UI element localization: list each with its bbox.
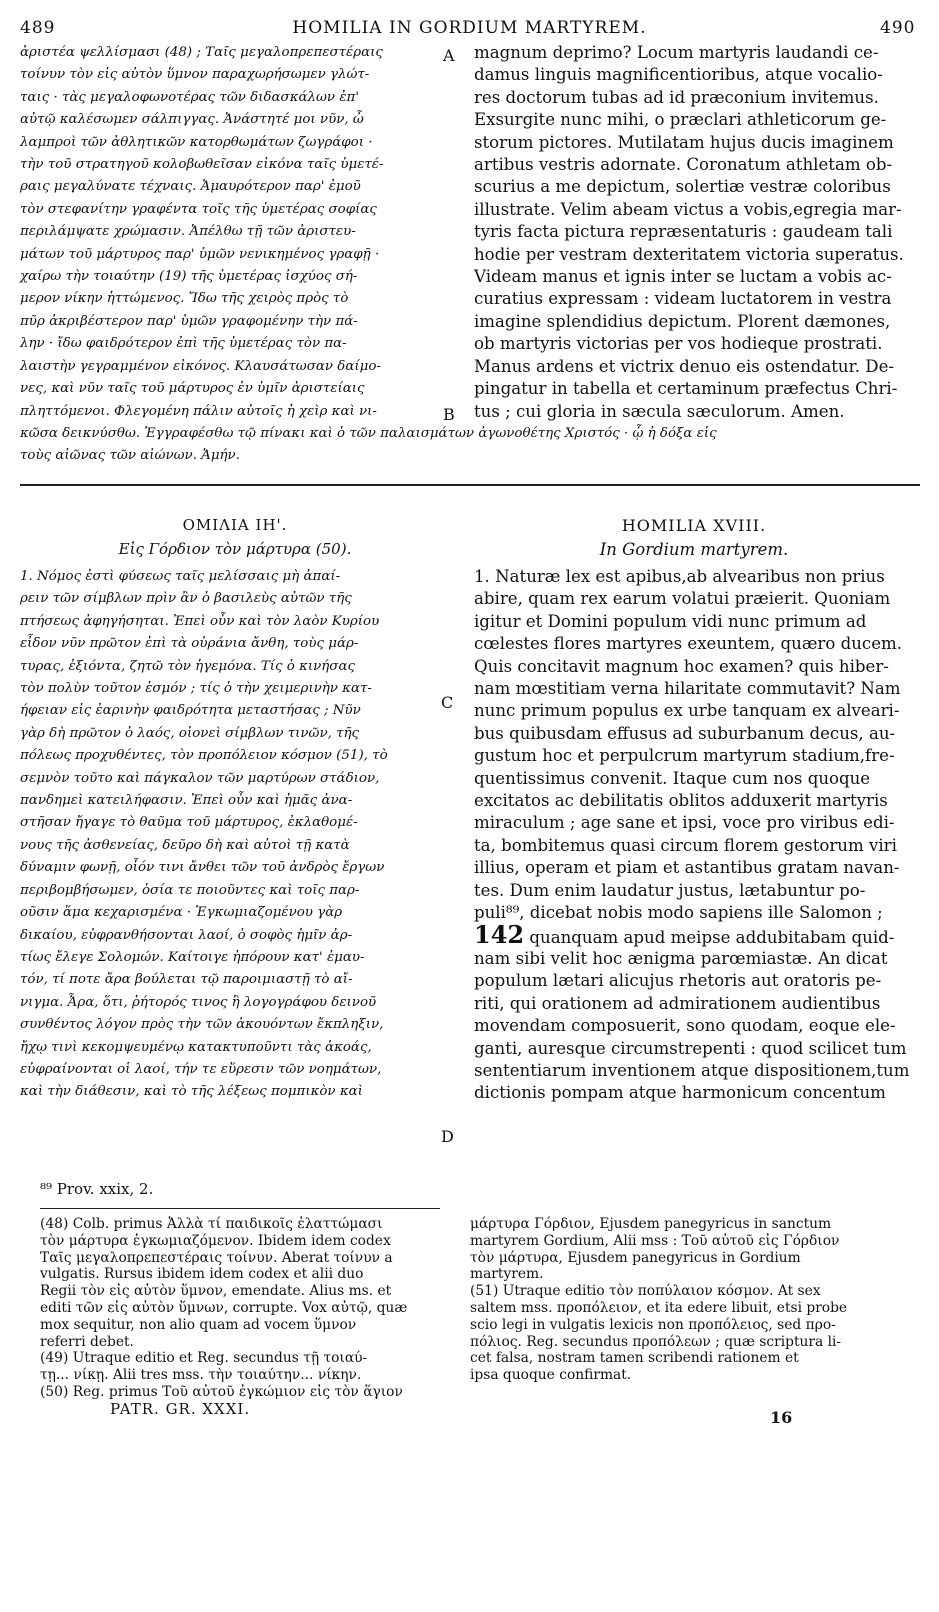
- latin-line: tus ; cui gloria in sæcula sæculorum. Amen.: [474, 401, 845, 421]
- latin-line: 1. Naturæ lex est apibus,ab alvearibus non prius: [474, 567, 885, 586]
- footnote-line: Regii τὸν εἰς αὐτὸν ὕμνον, emendate. Alius ms. et: [40, 1283, 392, 1300]
- footnote-line: martyrem.: [470, 1266, 544, 1283]
- greek-line: αὐτῷ καλέσωμεν σάλπιγγας. Ἀνάστητέ μοι νῦν, ὦ: [20, 112, 364, 128]
- greek-homily-title: ΟΜΙΛΙΑ ΙΗ'.: [182, 516, 288, 534]
- page-number-right: 490: [880, 18, 916, 38]
- greek-line: πτήσεως ἀφηγήσηται. Ἐπεὶ οὖν καὶ τὸν λαὸν Κυρίου: [20, 613, 380, 629]
- latin-line: sententiarum inventionem atque dispositionem,tum: [474, 1061, 910, 1081]
- footer-signature: 16: [770, 1408, 793, 1427]
- footnote-line: saltem mss. προπόλειον, et ita edere libuit, etsi probe: [470, 1299, 848, 1316]
- greek-homily-subtitle: Εἰς Γόρδιον τὸν μάρτυρα (50).: [118, 540, 352, 558]
- latin-line: res doctorum tubas ad id præconium invitemus.: [474, 87, 879, 107]
- top-latin-column: [474, 42, 924, 423]
- footnote-line: referri debet.: [40, 1333, 134, 1350]
- greek-line: μάτων τοῦ μάρτυρος παρ' ὑμῶν νενικημένος γραφῇ ·: [20, 246, 380, 262]
- latin-line: Quis concitavit magnum hoc examen? quis hiber-: [474, 656, 889, 676]
- latin-line: cœlestes flores martyres exeuntem, quæro ducem.: [474, 634, 903, 654]
- footnote-line: μάρτυρα Γόρδιον, Ejusdem panegyricus in sanctum: [470, 1216, 832, 1232]
- greek-line: τίως ἔλεγε Σολομών. Καίτοιγε ἠπόρουν κατ' ἐμαυ-: [20, 949, 365, 965]
- greek-line: πληττόμενοι. Φλεγομένη πάλιν αὐτοῖς ἡ χεὶρ καὶ νι-: [20, 403, 377, 419]
- latin-line: magnum deprimo? Locum martyris laudandi ce-: [474, 43, 879, 62]
- greek-line: εἶδον νῦν πρῶτον ἐπὶ τὰ οὐράνια ἄνθη, τοὺς μάρ-: [20, 636, 359, 652]
- latin-line: abire, quam rex earum volatui præierit. Quoniam: [474, 589, 891, 609]
- footnote-line: mox sequitur, non alio quam ad vocem ὕμνον: [40, 1316, 357, 1333]
- greek-line: 1. Νόμος ἐστὶ φύσεως ταῖς μελίσσαις μὴ ἀπαί-: [20, 569, 341, 584]
- latin-homily-subtitle: In Gordium martyrem.: [599, 540, 789, 559]
- latin-line: populum lætari alicujus rhetoris aut oratoris pe-: [474, 971, 882, 991]
- latin-line: illius, operam et piam et astantibus gratam navan-: [474, 858, 900, 878]
- footnote-line: scio legi in vulgatis lexicis non προπόλειος, sed προ-: [470, 1316, 836, 1333]
- greek-line: νους τῆς ἀσθενείας, δεῦρο δὴ καὶ αὐτοὶ τῇ κατὰ: [20, 837, 350, 853]
- latin-line: Manus ardens et victrix denuo eis ostendatur. De-: [474, 356, 895, 376]
- margin-letter-d: D: [441, 1127, 454, 1146]
- greek-line: πανδημεὶ κατειλήφασιν. Ἐπεὶ οὖν καὶ ἡμᾶς ἀνα-: [20, 793, 353, 809]
- greek-line: νες, καὶ νῦν ταῖς τοῦ μάρτυρος ἐν ὑμῖν ἀριστείαις: [20, 381, 365, 397]
- greek-line: τόν, τί ποτε ἄρα βούλεται τῷ παροιμιαστῇ τὸ αἴ-: [20, 972, 353, 988]
- latin-line: illustrate. Velim abeam victus a vobis,egregia mar-: [474, 199, 902, 219]
- greek-line: στῆσαν ἤγαγε τὸ θαῦμα τοῦ μάρτυρος, ἐκλαθομέ-: [20, 815, 358, 831]
- latin-line: igitur et Domini populum vidi nunc primum ad: [474, 611, 867, 631]
- greek-line: πόλεως προχυθέντες, τὸν προπόλειον κόσμον (51), τὸ: [20, 748, 388, 764]
- greek-line: γὰρ δὴ πρῶτον ὁ λαός, οἱονεὶ σίμβλων τινῶν, τῆς: [20, 725, 360, 741]
- greek-line: εὐφραίνονται οἱ λαοί, τήν τε εὕρεσιν τῶν νοημάτων,: [20, 1061, 382, 1077]
- footnotes-right: [470, 1216, 920, 1384]
- footnote-line: vulgatis. Rursus ibidem idem codex et alii duo: [40, 1266, 364, 1283]
- latin-line: damus linguis magnificentioribus, atque vocalio-: [474, 65, 883, 85]
- greek-line: τὸν πολὺν τοῦτον ἑσμόν ; τίς ὁ τὴν χειμερινὴν κατ-: [20, 681, 372, 697]
- greek-line: χαίρω τὴν τοιαύτην (19) τῆς ὑμετέρας ἰσχύος σή-: [20, 269, 358, 285]
- footnote-line: πόλιος. Reg. secundus προπόλεων ; quæ scriptura li-: [470, 1333, 842, 1350]
- margin-letter-a: A: [443, 46, 455, 65]
- latin-line: gustum hoc et perpulcrum martyrum stadium,fre-: [474, 746, 895, 766]
- greek-line: ἤχῳ τινὶ κεκομψευμένῳ κατακτυποῦντι τὰς ἀκοάς,: [20, 1039, 372, 1055]
- latin-line: bus quibusdam effusus ad suburbanum decus, au-: [474, 723, 896, 743]
- latin-line: artibus vestris adornate. Coronatum athletam ob-: [474, 155, 893, 175]
- greek-line: λην · ἴδω φαιδρότερον ἐπὶ τῆς ὑμετέρας τὸν πα-: [20, 336, 347, 352]
- greek-line: περιβομβήσωμεν, ὁσία τε ποιοῦντες καὶ τοῖς παρ-: [20, 882, 360, 898]
- greek-line: κῶσα δεικνύσθω. Ἐγγραφέσθω τῷ πίνακι καὶ ὁ τῶν παλαισμάτων ἀγωνοθέτης Χριστός · ᾧ ἡ δόξα εἰς: [20, 426, 717, 441]
- latin-line: nam sibi velit hoc ænigma parœmiastæ. An dicat: [474, 949, 888, 968]
- latin-line: riti, qui orationem ad admirationem audientibus: [474, 993, 881, 1013]
- footnote-line: cet falsa, nostram tamen scribendi rationem et: [470, 1350, 799, 1367]
- greek-line: δύναμιν φωνῇ, οἷόν τινι ἄνθει τῶν τοῦ ἀνδρὸς ἔργων: [20, 860, 385, 876]
- latin-line: storum pictores. Mutilatam hujus ducis imaginem: [474, 132, 894, 152]
- latin-line: puli⁸⁹, dicebat nobis modo sapiens ille Salomon ;: [474, 903, 883, 923]
- latin-line: nunc primum populus ex urbe tanquam ex alveari-: [474, 701, 900, 721]
- greek-line: τοίνυν τὸν εἰς αὐτὸν ὕμνον παραχωρήσωμεν γλώτ-: [20, 67, 370, 83]
- greek-line: τυρας, ἐξιόντα, ζητῶ τὸν ἡγεμόνα. Τίς ὁ κινήσας: [20, 658, 355, 674]
- greek-line: λαμπροὶ τῶν ἀθλητικῶν κατορθωμάτων ζωγράφοι ·: [20, 134, 373, 150]
- latin-line: ganti, auresque circumstrepenti : quod scilicet tum: [474, 1038, 907, 1058]
- greek-line: ἀριστέα ψελλίσμασι (48) ; Ταῖς μεγαλοπρεπεστέραις: [20, 45, 383, 60]
- footnote-line: (49) Utraque editio et Reg. secundus τῇ τοιαύ-: [40, 1350, 368, 1367]
- footnotes-left: [40, 1216, 460, 1401]
- section-divider: [20, 484, 920, 486]
- latin-line: dictionis pompam atque harmonicum concentum: [474, 1083, 886, 1103]
- latin-line: pingatur in tabella et certaminum præfectus Chri-: [474, 379, 898, 399]
- latin-line: excitatos ac debilitatis oblitos adduxerit martyris: [474, 791, 888, 811]
- latin-line: tyris facta pictura repræsentaturis : gaudeam tali: [474, 222, 893, 242]
- column-number: 142: [474, 920, 525, 949]
- margin-letter-b: B: [443, 405, 455, 424]
- greek-line: λαιστὴν γεγραμμένον εἰκόνος. Κλαυσάτωσαν δαίμο-: [20, 358, 381, 374]
- greek-line: δικαίου, εὐφρανθήσονται λαοί, ὁ σοφὸς ἡμῖν ἀρ-: [20, 927, 353, 943]
- footnote-line: (51) Utraque editio τὸν ποπύλαιον κόσμον. At sex: [470, 1283, 821, 1300]
- page-number-left: 489: [20, 18, 56, 38]
- greek-line: ταις · τὰς μεγαλοφωνοτέρας τῶν διδασκάλων ἐπ': [20, 89, 359, 105]
- footnote-line: (50) Reg. primus Τοῦ αὐτοῦ ἐγκώμιον εἰς τὸν ἅγιον: [40, 1383, 403, 1400]
- latin-line: nam mœstitiam verna hilaritate commutavit? Nam: [474, 679, 901, 699]
- greek-line: ραις μεγαλύνατε τέχναις. Ἀμαυρότερον παρ' ἐμοῦ: [20, 179, 361, 195]
- latin-homily-text: [474, 566, 924, 925]
- latin-homily-title: HOMILIA XVIII.: [621, 516, 767, 535]
- greek-homily-text: [20, 566, 450, 1104]
- latin-line: ta, bombitemus quasi circum florem gestorum viri: [474, 835, 897, 855]
- footer-volume: PATR. GR. XXXI.: [110, 1400, 251, 1418]
- latin-line: miraculum ; age sane et ipsi, voce pro viribus edi-: [474, 813, 895, 833]
- footnote-line: τὸν μάρτυρα, Ejusdem panegyricus in Gordium: [470, 1249, 801, 1266]
- greek-line: καὶ τὴν διάθεσιν, καὶ τὸ τῆς λέξεως πομπικὸν καὶ: [20, 1084, 363, 1100]
- greek-line: οῦσιν ἅμα κεχαρισμένα · Ἐγκωμιαζομένου γὰρ: [20, 905, 343, 921]
- footnote-line: τῃ... νίκῃ. Alii tres mss. τὴν τοιαύτην... νίκην.: [40, 1367, 362, 1384]
- greek-line: τὸν στεφανίτην γραφέντα τοῖς τῆς ὑμετέρας σοφίας: [20, 201, 377, 217]
- greek-line: συνθέντος λόγον πρὸς τὴν τῶν ἀκουόντων ἔκπληξιν,: [20, 1017, 384, 1033]
- footnote-line: (48) Colb. primus Ἀλλὰ τί παιδικοῖς ἐλαττώμασι: [40, 1216, 383, 1232]
- greek-line: ήφειαν εἰς ἐαρινὴν φαιδρότητα μεταστήσας ; Νῦν: [20, 703, 361, 719]
- latin-line: ob martyris victorias per vos hodieque prostrati.: [474, 334, 883, 354]
- top-greek-column: [20, 42, 450, 423]
- footnote-line: martyrem Gordium, Alii mss : Τοῦ αὐτοῦ εἰς Γόρδιον: [470, 1232, 840, 1249]
- latin-line: quentissimus convenit. Itaque cum nos quoque: [474, 768, 871, 788]
- latin-line: tes. Dum enim laudatur justus, lætabuntur po-: [474, 880, 866, 900]
- footnote-line: ipsa quoque confirmat.: [470, 1367, 632, 1384]
- greek-line: περιλάμψατε χρώμασιν. Ἀπέλθω τῇ τῶν ἀριστευ-: [20, 224, 356, 240]
- latin-line: movendam composuerit, sono quodam, eoque ele-: [474, 1016, 896, 1036]
- latin-line: Videam manus et ignis inter se luctam a vobis ac-: [474, 267, 892, 287]
- greek-line: νιγμα. Ἆρα, ὅτι, ῥήτορός τινος ἢ λογογράφου δεινοῦ: [20, 994, 377, 1010]
- greek-line: πῦρ ἀκριβέστερον παρ' ὑμῶν γραφομένην τὴν πά-: [20, 313, 358, 329]
- footnote-line: editi τῶν εἰς αὐτὸν ὕμνων, corrupte. Vox αὐτῷ, quæ: [40, 1299, 408, 1316]
- latin-homily-text-continued: [474, 948, 924, 1105]
- greek-line: μερον νίκην ἡττώμενος. Ἴδω τῆς χειρὸς πρὸς τὸ: [20, 291, 349, 307]
- scripture-note: ⁸⁹ Prov. xxix, 2.: [40, 1180, 154, 1198]
- running-title: HOMILIA IN GORDIUM MARTYREM.: [292, 18, 647, 38]
- latin-line: hodie per vestram dexteritatem victoria superatus.: [474, 244, 904, 264]
- latin-line: quanquam apud meipse addubitabam quid-: [529, 928, 895, 947]
- latin-line: Exsurgite nunc mihi, o præclari athleticorum ge-: [474, 110, 887, 130]
- greek-line: σεμνὸν τοῦτο καὶ πάγκαλον τῶν μαρτύρων στάδιον,: [20, 770, 380, 786]
- latin-line: curatius expressam : videam luctatorem in vestra: [474, 289, 892, 309]
- margin-letter-c: C: [441, 693, 454, 712]
- greek-line: ρειν τῶν σίμβλων πρὶν ἂν ὁ βασιλεὺς αὐτῶν τῆς: [20, 591, 352, 607]
- greek-line: τοὺς αἰῶνας τῶν αἰώνων. Ἀμήν.: [20, 448, 240, 464]
- footnote-line: Ταῖς μεγαλοπρεπεστέραις τοίνυν. Aberat τοίνυν a: [40, 1249, 393, 1266]
- footnote-divider: [40, 1208, 440, 1209]
- footnote-line: τὸν μάρτυρα ἐγκωμιαζόμενον. Ibidem idem codex: [40, 1232, 391, 1249]
- latin-homily-line-142: [474, 920, 924, 949]
- latin-line: imagine splendidius depictum. Plorent dæmones,: [474, 311, 891, 331]
- top-full-width-lines: [20, 423, 920, 468]
- latin-line: scurius a me depictum, solertiæ vestræ coloribus: [474, 177, 891, 197]
- greek-line: τὴν τοῦ στρατηγοῦ κολοβωθεῖσαν εἰκόνα ταῖς ὑμετέ-: [20, 157, 384, 173]
